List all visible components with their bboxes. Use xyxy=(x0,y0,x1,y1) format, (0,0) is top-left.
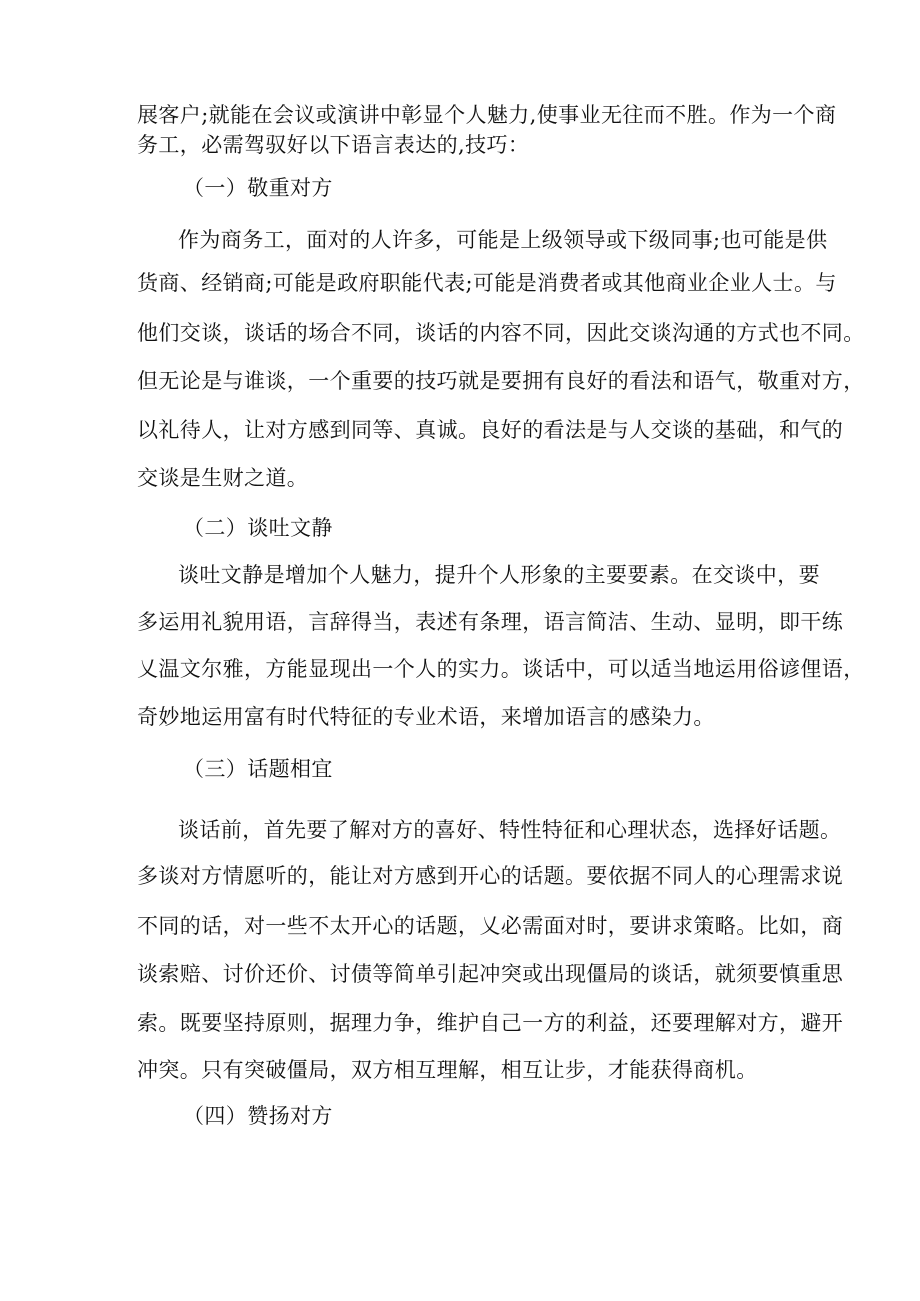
paragraph-line: 谈索赔、讨价还价、讨债等简单引起冲突或出现僵局的谈话，就须要慎重思 xyxy=(137,962,844,986)
intro-line: 展客户;就能在会议或演讲中彰显个人魅力,使事业无往而不胜。作为一个商 xyxy=(137,103,837,127)
section-heading-2: （二）谈吐文静 xyxy=(183,516,333,540)
paragraph-line: 冲突。只有突破僵局，双方相互理解，相互让步，才能获得商机。 xyxy=(137,1058,758,1082)
section-heading-3: （三）话题相宜 xyxy=(183,757,333,781)
paragraph-line: 谈吐文静是增加个人魅力，提升个人形象的主要要素。在交谈中，要 xyxy=(178,563,820,587)
paragraph-line: 奇妙地运用富有时代特征的专业术语，来增加语言的感染力。 xyxy=(137,705,715,729)
paragraph-line: 以礼待人，让对方感到同等、真诚。良好的看法是与人交谈的基础，和气的 xyxy=(137,418,844,442)
paragraph-line: 索。既要坚持原则，据理力争，维护自己一方的利益，还要理解对方，避开 xyxy=(137,1011,844,1035)
paragraph-line: 作为商务工，面对的人许多，可能是上级领导或下级同事;也可能是供 xyxy=(178,228,828,252)
section-heading-4: （四）赞扬对方 xyxy=(183,1104,333,1128)
paragraph-line: 交谈是生财之道。 xyxy=(137,466,309,490)
paragraph-line: 多谈对方情愿听的，能让对方感到开心的话题。要依据不同人的心理需求说 xyxy=(137,864,844,888)
paragraph-line: 货商、经销商;可能是政府职能代表;可能是消费者或其他商业企业人士。与 xyxy=(137,271,837,295)
intro-line: 务工，必需驾驭好以下语言表达的,技巧： xyxy=(137,133,530,157)
paragraph-line: 但无论是与谁谈，一个重要的技巧就是要拥有良好的看法和语气，敬重对方， xyxy=(137,369,865,393)
paragraph-line: 不同的话，对一些不太开心的话题，乂必需面对时，要讲求策略。比如，商 xyxy=(137,914,844,938)
paragraph-line: 乂温文尔雅，方能显现出一个人的实力。谈话中，可以适当地运用俗谚俚语， xyxy=(137,657,865,681)
paragraph-line: 谈话前，首先要了解对方的喜好、特性特征和心理状态，选择好话题。 xyxy=(178,818,842,842)
paragraph-line: 多运用礼貌用语，言辞得当，表述有条理，语言简洁、生动、显明，即干练 xyxy=(137,610,844,634)
paragraph-line: 他们交谈，谈话的场合不同，谈话的内容不同，因此交谈沟通的方式也不同。 xyxy=(137,321,865,345)
section-heading-1: （一）敬重对方 xyxy=(183,176,333,200)
